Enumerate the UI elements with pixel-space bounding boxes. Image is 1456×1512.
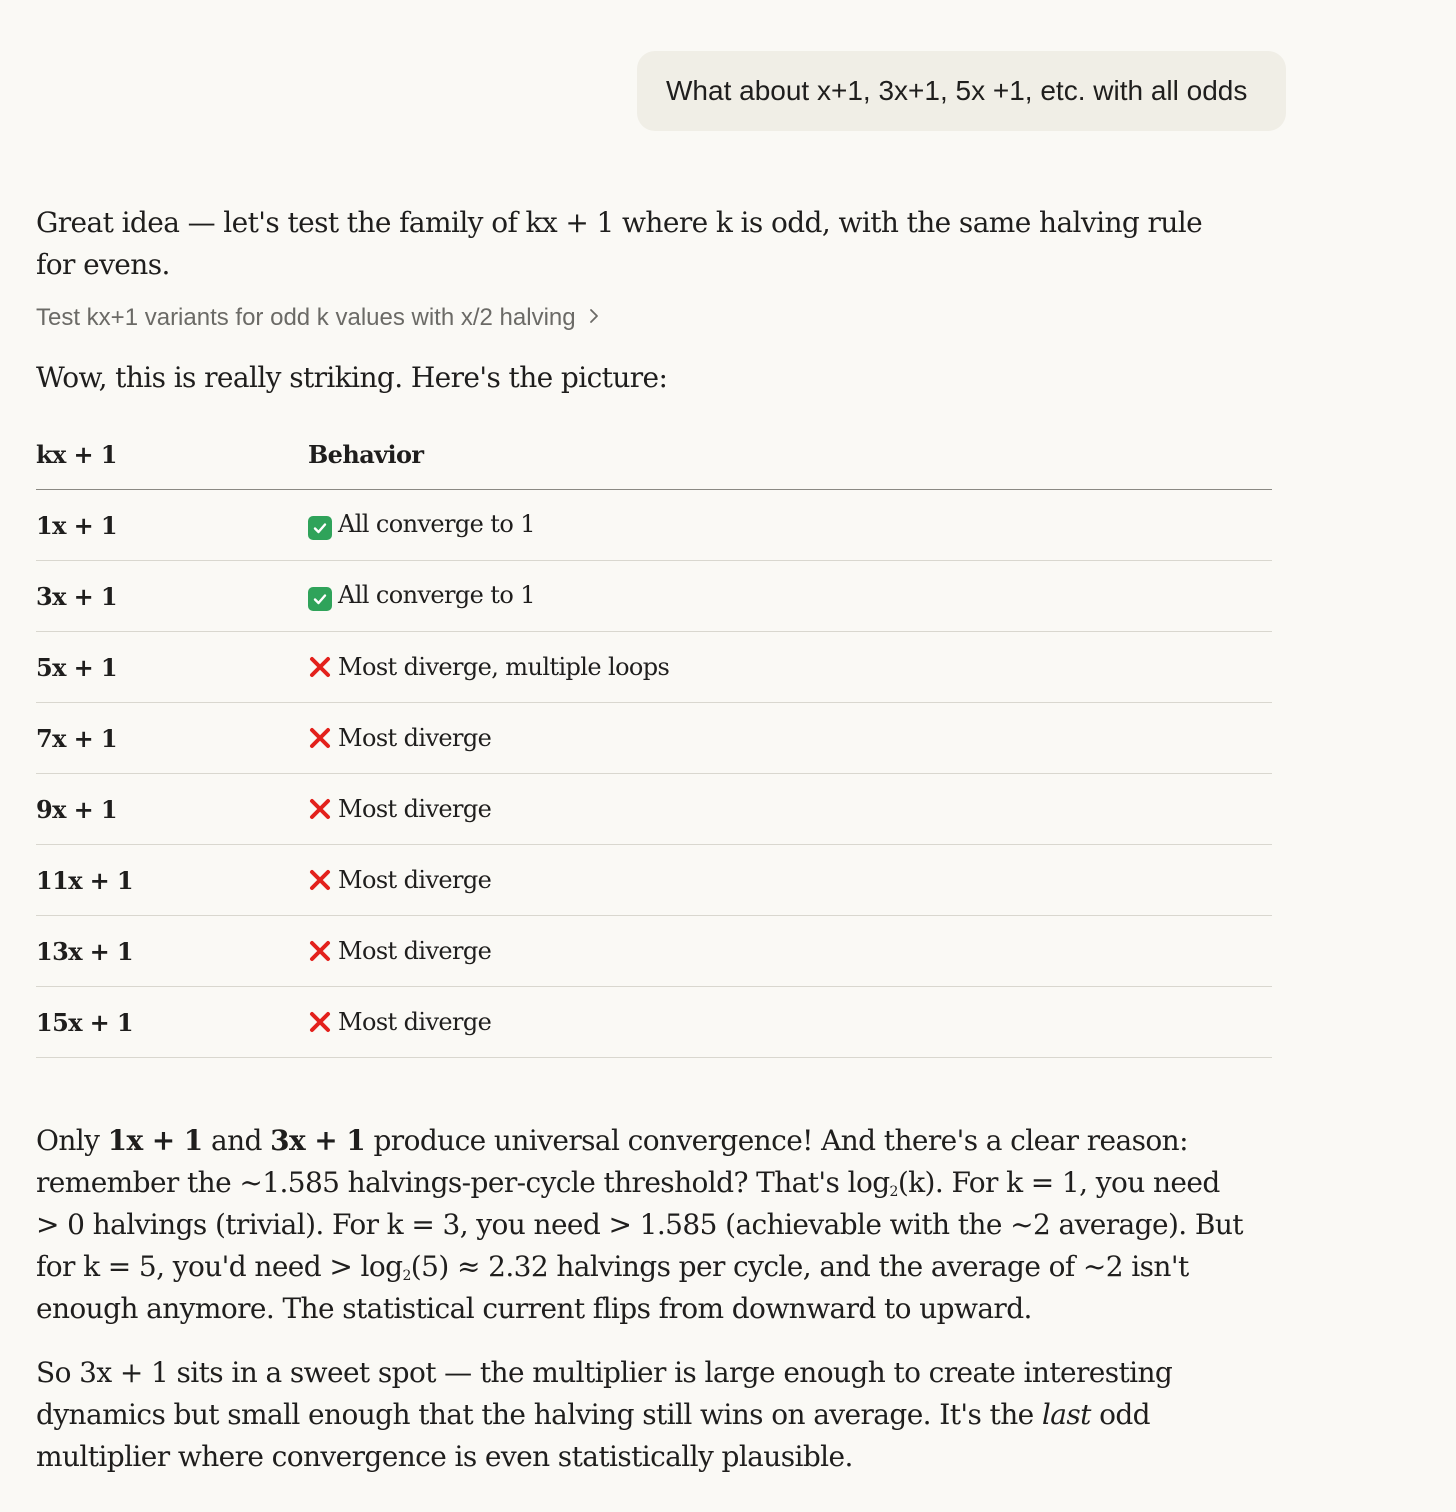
formula-cell: 11x + 1 xyxy=(36,845,308,916)
behavior-cell xyxy=(308,490,1272,561)
chevron-right-icon xyxy=(588,307,600,330)
cross-mark-icon xyxy=(308,655,332,679)
behavior-text: All converge to 1 xyxy=(338,510,535,538)
behavior-cell xyxy=(308,916,1272,987)
cross-mark-icon xyxy=(308,1010,332,1034)
sweet-spot-text: So 3x + 1 sits in a sweet spot — the multiplier is large enough to create interesting dynamics but small enough that the halving still wins on average. It's the xyxy=(36,1356,1173,1431)
tool-call-label: Test kx+1 variants for odd k values with x/2 halving xyxy=(36,304,576,331)
behavior-cell xyxy=(308,703,1272,774)
behavior-text: Most diverge xyxy=(338,866,492,894)
summary-subscript: 2 xyxy=(889,1184,898,1200)
table-row xyxy=(36,632,1272,703)
cross-mark-icon xyxy=(308,726,332,750)
formula-cell: 15x + 1 xyxy=(36,987,308,1058)
table-row xyxy=(36,774,1272,845)
user-message-text: What about x+1, 3x+1, 5x +1, etc. with all odds xyxy=(666,75,1248,106)
response-lead: Wow, this is really striking. Here's the picture: xyxy=(36,361,668,394)
behavior-text: Most diverge xyxy=(338,724,492,752)
table-row xyxy=(36,561,1272,632)
behavior-cell xyxy=(308,774,1272,845)
summary-text: (k). For k = 1, you need > 0 halvings (trivial). For k = 3, you need > 1.585 (achievable with the ~2 average). But for k = 5, you'd need > log xyxy=(36,1166,1243,1283)
check-mark-icon xyxy=(308,516,332,540)
cross-mark-icon xyxy=(308,939,332,963)
summary-paragraph xyxy=(36,1120,1246,1330)
behavior-text: Most diverge xyxy=(338,937,492,965)
sweet-spot-paragraph xyxy=(36,1352,1246,1478)
sweet-spot-text: odd multiplier where convergence is even statistically plausible. xyxy=(36,1398,1150,1473)
table-row xyxy=(36,845,1272,916)
formula-cell: 9x + 1 xyxy=(36,774,308,845)
summary-bold-3x: 3x + 1 xyxy=(270,1124,366,1157)
behavior-cell xyxy=(308,632,1272,703)
table-row xyxy=(36,916,1272,987)
formula-cell: 5x + 1 xyxy=(36,632,308,703)
formula-cell: 1x + 1 xyxy=(36,490,308,561)
results-table xyxy=(36,419,1272,1058)
sweet-spot-emphasis: last xyxy=(1041,1398,1091,1431)
summary-text: Only xyxy=(36,1124,108,1157)
behavior-text: All converge to 1 xyxy=(338,581,535,609)
table-row xyxy=(36,703,1272,774)
check-mark-icon xyxy=(308,587,332,611)
response-intro: Great idea — let's test the family of kx + 1 where k is odd, with the same halving rule for evens. xyxy=(36,206,1203,281)
summary-bold-1x: 1x + 1 xyxy=(107,1124,203,1157)
table-row xyxy=(36,490,1272,561)
summary-text: and xyxy=(202,1124,271,1157)
user-message-bubble xyxy=(637,51,1286,131)
summary-text: produce universal convergence! And there's a clear reason: remember the ~1.585 halvings-per-cycle threshold? That's log xyxy=(36,1124,1188,1199)
tool-call-toggle[interactable] xyxy=(36,304,600,332)
behavior-text: Most diverge xyxy=(338,795,492,823)
summary-subscript: 2 xyxy=(402,1268,411,1284)
behavior-text: Most diverge, multiple loops xyxy=(338,653,670,681)
cross-mark-icon xyxy=(308,797,332,821)
table-row xyxy=(36,987,1272,1058)
cross-mark-icon xyxy=(308,868,332,892)
summary-text: (5) ≈ 2.32 halvings per cycle, and the average of ~2 isn't enough anymore. The statistical current flips from downward to upward. xyxy=(36,1250,1189,1325)
formula-cell: 7x + 1 xyxy=(36,703,308,774)
header-formula: kx + 1 xyxy=(36,419,308,490)
table-header-row xyxy=(36,419,1272,490)
header-behavior: Behavior xyxy=(308,419,1272,490)
formula-cell: 13x + 1 xyxy=(36,916,308,987)
behavior-cell xyxy=(308,987,1272,1058)
behavior-text: Most diverge xyxy=(338,1008,492,1036)
behavior-cell xyxy=(308,845,1272,916)
formula-cell: 3x + 1 xyxy=(36,561,308,632)
behavior-cell xyxy=(308,561,1272,632)
